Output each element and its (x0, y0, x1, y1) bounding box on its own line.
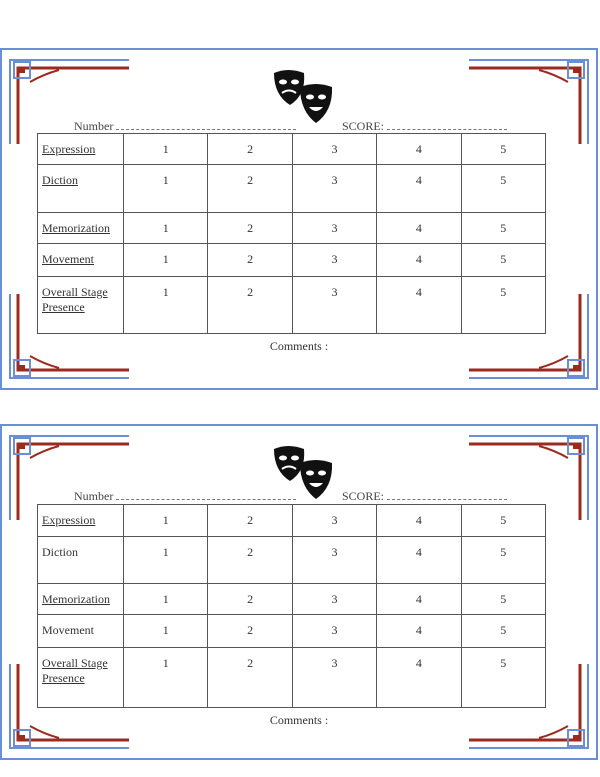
score-cell[interactable]: 1 (124, 584, 208, 615)
criterion-label: Memorization (38, 584, 124, 615)
score-cell[interactable]: 5 (461, 584, 545, 615)
score-cell[interactable]: 3 (292, 213, 376, 244)
score-cell[interactable]: 2 (208, 277, 292, 334)
table-row (38, 615, 546, 648)
score-cell[interactable]: 1 (124, 505, 208, 537)
score-cell[interactable]: 1 (124, 165, 208, 213)
score-cell[interactable]: 3 (292, 277, 376, 334)
criterion-label: Expression (38, 134, 124, 165)
criterion-label: Overall Stage Presence (38, 648, 124, 708)
score-cell[interactable]: 4 (377, 537, 461, 584)
table-row (38, 537, 546, 584)
score-cell[interactable]: 3 (292, 165, 376, 213)
number-label: Number (74, 119, 114, 133)
score-cell[interactable]: 5 (461, 648, 545, 708)
criterion-label: Movement (38, 615, 124, 648)
score-cell[interactable]: 2 (208, 213, 292, 244)
score-blank[interactable] (387, 490, 507, 500)
score-cell[interactable]: 4 (377, 505, 461, 537)
score-cell[interactable]: 1 (124, 213, 208, 244)
score-cell[interactable]: 3 (292, 648, 376, 708)
score-cell[interactable]: 5 (461, 505, 545, 537)
criterion-label: Overall Stage Presence (38, 277, 124, 334)
number-blank[interactable] (116, 490, 296, 500)
table-row (38, 277, 546, 334)
table-row (38, 584, 546, 615)
score-label: SCORE: (342, 489, 385, 503)
score-cell[interactable]: 2 (208, 505, 292, 537)
criterion-label: Diction (38, 537, 124, 584)
table-row (38, 213, 546, 244)
judging-card-1 (0, 48, 598, 390)
score-cell[interactable]: 4 (377, 648, 461, 708)
score-cell[interactable]: 5 (461, 277, 545, 334)
score-cell[interactable]: 2 (208, 615, 292, 648)
score-cell[interactable]: 2 (208, 165, 292, 213)
score-cell[interactable]: 4 (377, 244, 461, 277)
comments-label: Comments : (269, 339, 329, 353)
score-cell[interactable]: 2 (208, 134, 292, 165)
score-cell[interactable]: 2 (208, 584, 292, 615)
score-cell[interactable]: 5 (461, 134, 545, 165)
score-cell[interactable]: 1 (124, 537, 208, 584)
score-cell[interactable]: 3 (292, 537, 376, 584)
score-cell[interactable]: 3 (292, 584, 376, 615)
score-cell[interactable]: 3 (292, 615, 376, 648)
score-cell[interactable]: 5 (461, 213, 545, 244)
score-cell[interactable]: 5 (461, 615, 545, 648)
score-cell[interactable]: 3 (292, 505, 376, 537)
score-cell[interactable]: 2 (208, 648, 292, 708)
table-row (38, 244, 546, 277)
criterion-label: Expression (38, 505, 124, 537)
table-row (38, 165, 546, 213)
score-blank[interactable] (387, 120, 507, 130)
number-label: Number (74, 489, 114, 503)
number-blank[interactable] (116, 120, 296, 130)
score-cell[interactable]: 1 (124, 244, 208, 277)
score-cell[interactable]: 4 (377, 584, 461, 615)
table-row (38, 134, 546, 165)
score-cell[interactable]: 5 (461, 244, 545, 277)
criterion-label: Memorization (38, 213, 124, 244)
score-cell[interactable]: 1 (124, 134, 208, 165)
score-cell[interactable]: 1 (124, 277, 208, 334)
table-row (38, 648, 546, 708)
score-cell[interactable]: 5 (461, 537, 545, 584)
score-cell[interactable]: 5 (461, 165, 545, 213)
score-cell[interactable]: 4 (377, 213, 461, 244)
score-cell[interactable]: 2 (208, 537, 292, 584)
criterion-label: Movement (38, 244, 124, 277)
rubric-table (37, 133, 546, 334)
score-cell[interactable]: 3 (292, 244, 376, 277)
score-cell[interactable]: 4 (377, 134, 461, 165)
score-cell[interactable]: 2 (208, 244, 292, 277)
criterion-label: Diction (38, 165, 124, 213)
judging-card-2 (0, 424, 598, 760)
table-row (38, 505, 546, 537)
score-field-row (342, 489, 507, 504)
score-cell[interactable]: 4 (377, 277, 461, 334)
score-cell[interactable]: 1 (124, 615, 208, 648)
score-label: SCORE: (342, 119, 385, 133)
number-field-row (74, 119, 296, 134)
score-cell[interactable]: 3 (292, 134, 376, 165)
score-field-row (342, 119, 507, 134)
number-field-row (74, 489, 296, 504)
score-cell[interactable]: 4 (377, 165, 461, 213)
comments-label: Comments : (269, 713, 329, 727)
score-cell[interactable]: 4 (377, 615, 461, 648)
score-cell[interactable]: 1 (124, 648, 208, 708)
rubric-table (37, 504, 546, 708)
